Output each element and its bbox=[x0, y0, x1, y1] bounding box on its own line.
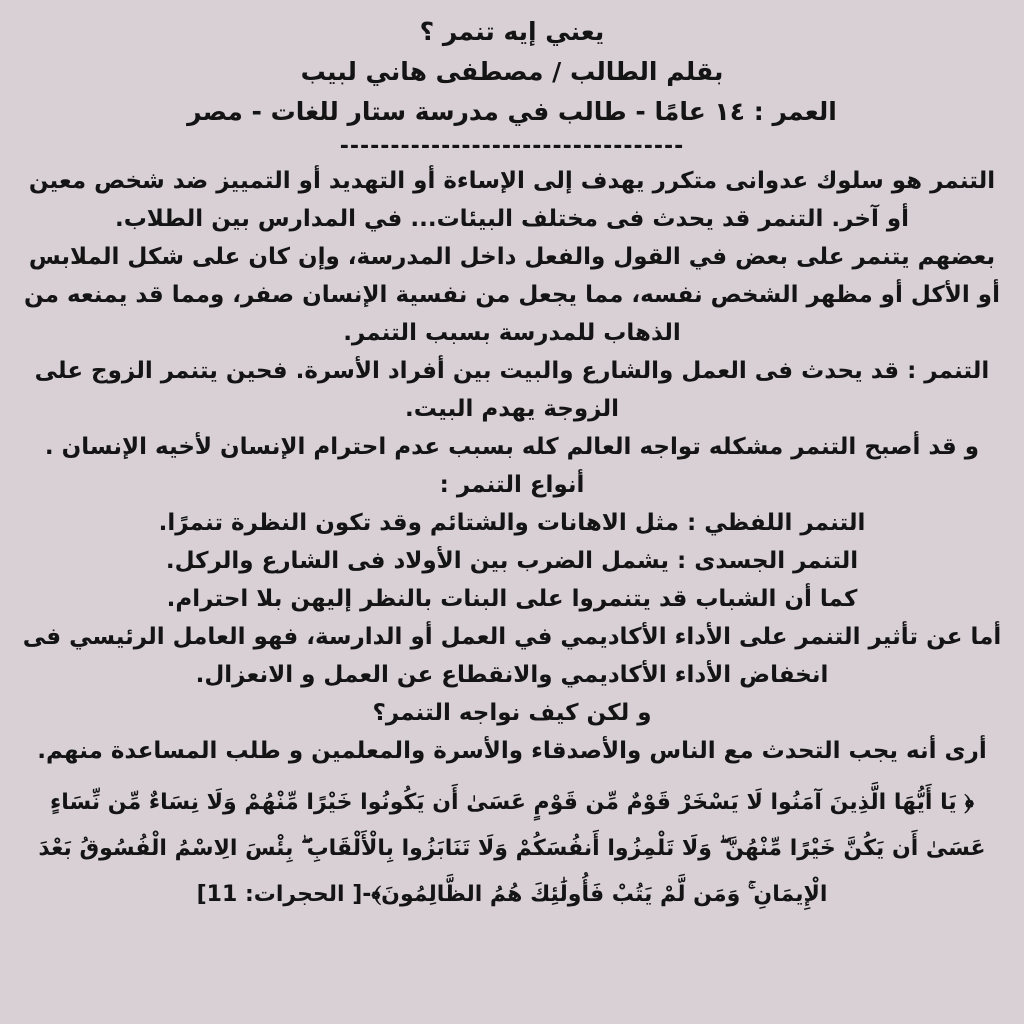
essay-title: يعني إيه تنمر ؟ bbox=[419, 17, 605, 46]
essay-paragraph: أرى أنه يجب التحدث مع الناس والأصدقاء والأسرة والمعلمين و طلب المساعدة منهم. bbox=[37, 738, 987, 764]
essay-paragraph: بعضهم يتنمر على بعض في القول والفعل داخل المدرسة، وإن كان على شكل الملابس أو الأكل أو مظهر الشخص نفسه، مما يجعل من نفسية الإنسان صفر، ومما قد يمنعه من الذهاب للمدرسة بسبب التنمر. bbox=[24, 244, 1000, 346]
essay-paragraph: التنمر اللفظي : مثل الاهانات والشتائم وقد تكون النظرة تنمرًا. bbox=[158, 510, 866, 536]
essay-paragraph: كما أن الشباب قد يتنمروا على البنات بالنظر إليهن بلا احترام. bbox=[166, 586, 858, 612]
essay-paragraph: التنمر الجسدى : يشمل الضرب بين الأولاد فى الشارع والركل. bbox=[165, 548, 859, 574]
essay-body bbox=[18, 162, 1006, 770]
essay-paragraph: و قد أصبح التنمر مشكله تواجه العالم كله بسبب عدم احترام الإنسان لأخيه الإنسان . bbox=[44, 434, 980, 460]
essay-author-info: العمر : ١٤ عامًا - طالب في مدرسة ستار للغات - مصر bbox=[187, 97, 837, 126]
essay-paragraph: أما عن تأثير التنمر على الأداء الأكاديمي في العمل أو الدارسة، فهو العامل الرئيسي فى انخفاض الأداء الأكاديمي والانقطاع عن العمل و الانعزال. bbox=[22, 624, 1002, 688]
essay-header bbox=[18, 12, 1006, 162]
essay-paragraph: أنواع التنمر : bbox=[439, 472, 585, 498]
essay-paragraph: التنمر هو سلوك عدوانى متكرر يهدف إلى الإساءة أو التهديد أو التمييز ضد شخص معين أو آخر. التنمر قد يحدث فى مختلف البيئات... في المدارس بين الطلاب. bbox=[28, 168, 996, 232]
essay-byline: بقلم الطالب / مصطفى هاني لبيب bbox=[300, 57, 724, 86]
separator-dashes: ---------------------------------- bbox=[339, 134, 685, 159]
essay-paragraph: التنمر : قد يحدث فى العمل والشارع والبيت بين أفراد الأسرة. فحين يتنمر الزوج على الزوجة يهدم البيت. bbox=[34, 358, 990, 422]
quran-verse: ﴿ يَا أَيُّهَا الَّذِينَ آمَنُوا لَا يَسْخَرْ قَوْمٌ مِّن قَوْمٍ عَسَىٰ أَن يَكُونُوا خَيْرًا مِّنْهُمْ وَلَا نِسَاءٌ مِّن نِّسَاءٍ عَسَىٰ أَن يَكُنَّ خَيْرًا مِّنْهُنَّ ۖ وَلَا تَلْمِزُوا أَنفُسَكُمْ وَلَا تَنَابَزُوا بِالْأَلْقَابِ ۖ بِئْسَ الِاسْمُ الْفُسُوقُ بَعْدَ الْإِيمَانِ ۚ وَمَن لَّمْ يَتُبْ فَأُولَٰئِكَ هُمُ الظَّالِمُونَ﴾-[ الحجرات: 11] bbox=[38, 790, 986, 907]
essay-paragraph: و لكن كيف نواجه التنمر؟ bbox=[372, 700, 652, 726]
